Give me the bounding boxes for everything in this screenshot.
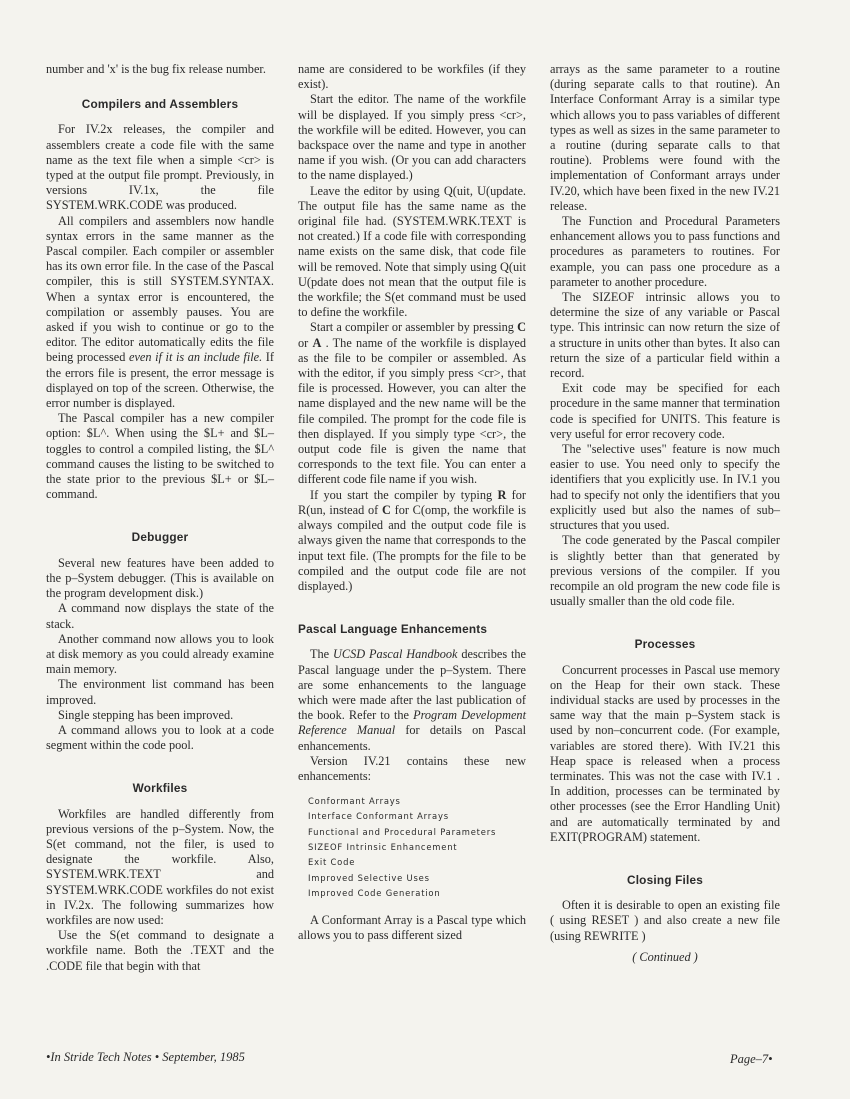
text-span: All compilers and assemblers now handle syntax errors in the same manner as the Pascal compiler. Each compiler or assembler has its own error file. In the case of the Pascal compiler, this is still SYSTEM.SYNTAX. When a syntax error is encountered, the compilation or assembly pauses. You are asked if you wish to continue or go to the editor. The editor automatically edits the file being processed	[46, 213, 274, 365]
debugger-paragraph-6: A command allows you to look at a code segment within the code pool.	[46, 722, 274, 753]
footer-publication: •In Stride Tech Notes • September, 1985	[46, 1050, 245, 1064]
col3-paragraph-4: The "selective uses" feature is now much easier to use. You need only to specify the identifiers that you explicitly use. In IV.1 you had to specify not only the identifiers that you explicitly used but also the names of sub–structures that you used.	[550, 442, 780, 533]
list-item: Improved Code Generation	[308, 887, 441, 898]
debugger-paragraph-5: Single stepping has been improved.	[58, 707, 234, 722]
debugger-paragraph-2: A command now displays the state of the stack.	[46, 601, 274, 631]
key-a: A	[312, 335, 322, 350]
text-span: for R(un, instead of	[298, 487, 526, 517]
compilers-paragraph-2	[46, 214, 274, 412]
continued-note: ( Continued )	[632, 949, 698, 964]
list-item: Conformant Arrays	[308, 796, 401, 807]
intro-paragraph: number and 'x' is the bug fix release number.	[46, 62, 266, 76]
col2-paragraph-0: name are considered to be workfiles (if they exist).	[298, 62, 526, 92]
col3-paragraph-3: Exit code may be specified for each procedure in the same manner that termination code is specified for UNITS. This feature is very useful for error recovery code.	[550, 381, 780, 441]
list-item: Exit Code	[308, 857, 356, 868]
col2-paragraph-3	[298, 320, 526, 487]
heading-pascal-enhancements: Pascal Language Enhancements	[298, 622, 488, 637]
col3-paragraph-0: arrays as the same parameter to a routine (during separate calls to that routine). An Interface Conformant Array is a similar type which allows you to pass variables of different types as well as sizes in the same parameter to a routine (during separate calls to that routine). Problems were found with the implementation of Conformant arrays under IV.20, which have been fixed in the new IV.21 release.	[550, 62, 780, 213]
pascal-paragraph-1	[298, 647, 526, 753]
col2-paragraph-4	[298, 488, 526, 594]
emphasis-text: Program Development Reference Manual	[298, 708, 526, 738]
text-span: for C(omp, the workfile is always compiled and the output code file is always given the name that corresponds to the input text file. (The prompts for the file to be compiled and the output code file are not displayed.)	[298, 502, 527, 593]
key-r: R	[497, 487, 507, 502]
text-span: describes the Pascal language under the p–System. There are some enhancements to the language which were made after the last publication of the book. Refer to the	[298, 647, 526, 723]
text-span: Start a compiler or assembler by pressing	[310, 320, 518, 335]
workfiles-paragraph-1: Workfiles are handled differently from previous versions of the p–System. Now, the S(et command, not the filer, is used to designate the workfile. Also, SYSTEM.WRK.TEXT and SYSTEM.WRK.CODE workfiles do not exist in IV.2x. The following summarizes how workfiles are now used:	[46, 806, 274, 927]
text-span: . The name of the workfile is displayed as the file to be compiler or assembled. As with the editor, if you simply press <cr>, that file is processed. However, you can alter the name displayed and the new name will be the file compiled. The prompt for the code file is then displayed. If you simply type <cr>, the output code file is given the name that corresponds to the text file. You can enter a different code file name if you wish.	[298, 335, 526, 487]
compilers-paragraph-3: The Pascal compiler has a new compiler option: $L^. When using the $L+ and $L– toggles to control a compiled listing, the $L^ command causes the listing to be switched to the state prior to the previous $L+ or $L– command.	[46, 411, 274, 502]
column-3	[550, 62, 780, 965]
key-c: C	[381, 502, 391, 517]
list-item: Functional and Procedural Parameters	[308, 826, 497, 837]
col3-paragraph-2: The SIZEOF intrinsic allows you to determine the size of any variable or Pascal type. This intrinsic can now return the size of a structure in units other than bytes. It also can return the size of a particular field within a record.	[550, 290, 780, 381]
text-span: for details on Pascal enhancements.	[298, 723, 526, 753]
enhancements-list	[308, 794, 526, 901]
col2-paragraph-1: Start the editor. The name of the workfile will be displayed. If you simply press <cr>, the workfile will be edited. However, you can backspace over the name and type in another name if you wish. (Or you can add characters to the name displayed.)	[298, 92, 526, 183]
debugger-paragraph-1: Several new features have been added to the p–System debugger. (This is available on the program development disk.)	[46, 555, 274, 601]
text-span: If the errors file is present, the error message is displayed on top of the screen. Otherwise, the error number is displayed.	[46, 350, 275, 411]
heading-workfiles: Workfiles	[132, 781, 188, 796]
footer-page-number: Page–7•	[730, 1052, 773, 1066]
column-1	[46, 62, 274, 974]
col3-paragraph-5: The code generated by the Pascal compiler is slightly better than that generated by previous versions of the compiler. If you recompile an old program the new code file is usually smaller than the old code file.	[550, 533, 780, 609]
text-span: The	[310, 647, 333, 662]
list-item: Improved Selective Uses	[308, 872, 430, 883]
debugger-paragraph-3: Another command now allows you to look at disk memory as you could already examine main memory.	[46, 631, 274, 677]
pascal-paragraph-3: A Conformant Array is a Pascal type which allows you to pass different sized	[298, 913, 526, 943]
text-span: If you start the compiler by typing	[310, 487, 498, 502]
pascal-paragraph-2: Version IV.21 contains these new enhancements:	[298, 753, 526, 783]
col3-paragraph-1: The Function and Procedural Parameters enhancement allows you to pass functions and procedures as parameters to routines. For example, you can pass one procedure as a parameter to another procedure.	[550, 214, 780, 289]
heading-processes: Processes	[634, 637, 696, 652]
emphasis-text: UCSD Pascal Handbook	[332, 647, 458, 662]
text-span: or	[298, 335, 313, 350]
closing-paragraph-1: Often it is desirable to open an existing file ( using RESET ) and also create a new file (using REWRITE )	[550, 898, 780, 943]
column-2	[298, 62, 526, 944]
heading-closing-files: Closing Files	[626, 872, 703, 887]
list-item: Interface Conformant Arrays	[308, 811, 449, 822]
key-c: C	[517, 320, 526, 335]
emphasis-text: even if it is an include file.	[129, 350, 263, 365]
col2-paragraph-2: Leave the editor by using Q(uit, U(update. The output file has the same name as the original file had. (SYSTEM.WRK.TEXT is not created.) If a code file with corresponding name exists on the same disk, that code file will be removed. Note that simply using Q(uit U(pdate does not mean that the output file is the workfile; the S(et command must be used to define the workfile.	[298, 183, 526, 320]
compilers-paragraph-1: For IV.2x releases, the compiler and assemblers create a code file with the same name as the text file when a simple <cr> is typed at the output file prompt. Previously, in versions IV.1x, the file SYSTEM.WRK.CODE was produced.	[46, 122, 274, 213]
heading-debugger: Debugger	[131, 530, 189, 545]
workfiles-paragraph-2: Use the S(et command to designate a workfile name. Both the .TEXT and the .CODE file that begin with that	[46, 928, 274, 973]
heading-compilers: Compilers and Assemblers	[81, 97, 239, 112]
debugger-paragraph-4: The environment list command has been improved.	[46, 677, 274, 707]
processes-paragraph-1: Concurrent processes in Pascal use memory on the Heap for their own stack. These individual stacks are used by processes in the same way that the main p–System stack is used by non–concurrent code. (For example, variables are stored there). With IV.21 this Heap space is released when a process terminates. This was not the case with IV.1 . In addition, processes can be terminated by other processes (see the Error Handling Unit) and are automatically terminated by and EXIT(PROGRAM) statement.	[550, 662, 780, 844]
list-item: SIZEOF Intrinsic Enhancement	[308, 842, 458, 853]
